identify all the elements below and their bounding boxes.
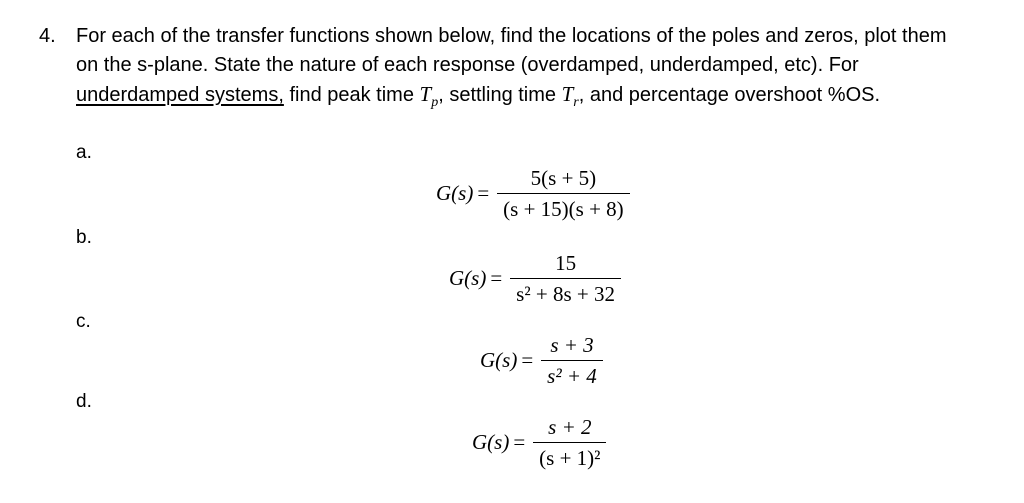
- equation-c: [480, 333, 603, 388]
- denominator-c: s² + 4: [541, 360, 603, 388]
- equation-a-lhs: [436, 181, 495, 206]
- denominator-d: (s + 1)²: [533, 442, 606, 470]
- equation-c-lhs: [480, 348, 539, 373]
- numerator-b: 15: [555, 251, 577, 275]
- equation-a-equals: =: [477, 181, 490, 205]
- denominator-b: s² + 8s + 32: [510, 278, 621, 306]
- settling-time-symbol: T: [561, 82, 574, 106]
- problem-line-3: [76, 80, 1006, 117]
- underlined-phrase: underdamped systems,: [76, 84, 284, 106]
- fraction-a: [497, 166, 630, 221]
- settling-time-subscript: r: [573, 95, 579, 110]
- part-label-c: c.: [76, 311, 91, 332]
- problem-statement: [76, 22, 1006, 117]
- fraction-b: [510, 251, 621, 306]
- fraction-c: [541, 333, 603, 388]
- equation-a-function: G(s): [436, 181, 474, 205]
- equation-c-function: G(s): [480, 348, 518, 372]
- numerator-a: 5(s + 5): [530, 166, 597, 190]
- part-label-d: d.: [76, 391, 92, 412]
- part-label-b: b.: [76, 227, 92, 248]
- equation-b-equals: =: [490, 266, 503, 290]
- equation-d-equals: =: [513, 430, 526, 454]
- denominator-a: (s + 15)(s + 8): [497, 193, 630, 221]
- problem-line-3-text-a: find peak time: [283, 84, 420, 106]
- equation-d-lhs: [472, 430, 531, 455]
- equation-c-equals: =: [521, 348, 534, 372]
- numerator-d: s + 2: [548, 415, 592, 439]
- problem-line-1: For each of the transfer functions shown below, find the locations of the poles and zeros, plot them: [76, 25, 947, 47]
- equation-d: [472, 415, 606, 470]
- problem-line-3-text-c: , and percentage overshoot %OS.: [578, 84, 881, 106]
- part-label-a: a.: [76, 142, 92, 163]
- equation-b-function: G(s): [449, 266, 487, 290]
- problem-number: 4.: [39, 25, 56, 47]
- equation-a: [436, 166, 630, 221]
- numerator-c: s + 3: [550, 333, 594, 357]
- equation-b: [449, 251, 621, 306]
- problem-line-3-text-b: , settling time: [438, 84, 562, 106]
- problem-line-2: on the s-plane. State the nature of each response (overdamped, underdamped, etc). For: [76, 54, 859, 76]
- peak-time-symbol: T: [419, 82, 432, 106]
- equation-d-function: G(s): [472, 430, 510, 454]
- peak-time-subscript: p: [431, 95, 439, 110]
- fraction-d: [533, 415, 606, 470]
- equation-b-lhs: [449, 266, 508, 291]
